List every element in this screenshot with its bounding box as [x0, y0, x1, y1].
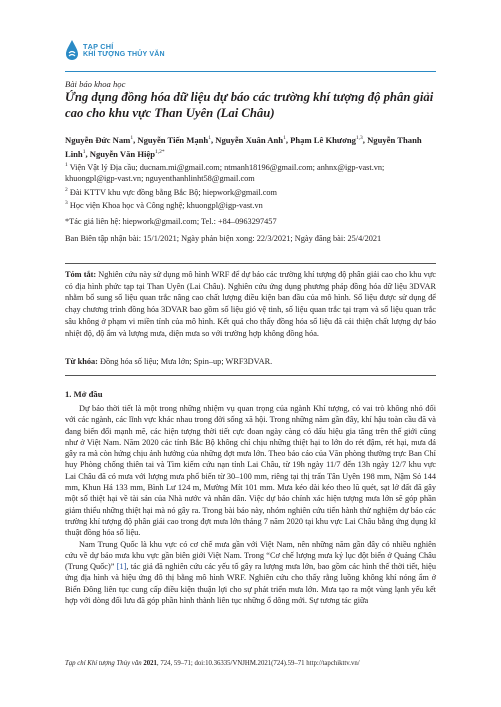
author-name: Nguyễn Văn Hiệp [89, 148, 155, 159]
author-name: Nguyễn Xuân Anh [215, 134, 284, 145]
header-rule [65, 71, 436, 72]
paragraph: Nam Trung Quốc là khu vực có cơ chế mưa gần với Việt Nam, nên những năm gần đây có nhiều nghiên cứu về dự báo mưa khu vực gần biên giới Việt Nam. Trong “Cơ chế lượng mưa kỷ lục đột biến ở Quảng Châu (Trung Quốc)” [1], tác giả đã nghiên cứu các yếu tố gây ra lượng mưa lớn, bao gồm các hình thế thời tiết, hiệu ứng địa hình và hiệu ứng đô thị bằng mô hình WRF. Nghiên cứu cho thấy rằng luồng không khí nóng ẩm ở Biển Đông liên tục cung cấp điều kiện thuận lợi cho sự phát triển mưa lớn. Mưa tạo ra một vùng lạnh yếu kết hợp với dòng đối lưu đã góp phần hình thành liên tục những ổ dông mới. Sự tương tác giữa [65, 539, 436, 606]
footer-journal: Tạp chí Khí tượng Thủy văn [65, 660, 142, 667]
abstract-top-rule [65, 263, 436, 264]
abstract [65, 269, 436, 339]
author-affiliation-mark: 1 [130, 135, 134, 141]
citation-link[interactable]: [1] [116, 562, 127, 572]
keywords-label: Từ khóa: [65, 357, 98, 366]
submission-dates: Ban Biên tập nhận bài: 15/1/2021; Ngày phản biện xong: 22/3/2021; Ngày đăng bài: 25/4/2021 [65, 234, 382, 243]
body-text [65, 403, 436, 606]
author-affiliation-mark: 1 [283, 135, 286, 141]
footer-issue: , 724, 59–71; doi:10.36335/VNJHM.2021(724).59–71 [156, 660, 305, 667]
author-name: Phạm Lê Khương [290, 134, 356, 145]
author-name: Nguyễn Đức Nam [65, 134, 131, 145]
section-heading: 1. Mở đầu [65, 389, 103, 399]
author-affiliation-mark: 1,3 [355, 135, 363, 141]
author-name: Nguyễn Thanh Linh [65, 134, 422, 159]
page-footer [65, 660, 436, 667]
affiliation-item: $^1$ Viện Vật lý Địa cầu; ducnam.mi@gmail.com; ntmanh18196@gmail.com; anhnx@igp-vast.vn; khuongpl@igp-vast.vn; nguyenthanhlinht58@gmail.com [65, 162, 385, 184]
affiliation-list [65, 160, 436, 212]
journal-logo[interactable] [65, 35, 185, 65]
article-type-label: Bài báo khoa học [65, 79, 126, 89]
author-affiliation-mark: 1 [208, 135, 211, 141]
article-title: Ứng dụng đồng hóa dữ liệu dự báo các trường khí tượng độ phân giải cao cho khu vực Than Uyên (Lai Châu) [65, 90, 434, 120]
abstract-text: Nghiên cứu này sử dụng mô hình WRF để dự báo các trường khí tượng độ phân giải cao cho khu vực có địa hình phức tạp tại Than Uyên (Lai Châu). Nghiên cứu ứng dụng phương pháp đồng hóa dữ liệu 3DVAR nhằm bổ sung số liệu quan trắc nâng cao chất lượng điều kiện ban đầu của mô hình. Số liệu được sử dụng để chạy chương trình đồng hóa 3DVAR bao gồm số liệu gió vệ tinh, số liệu quan trắc tại trạm và số liệu quan trắc sâu không ở phạm vi miền tính của mô hình. Kết quả cho thấy đồng hóa số liệu đã cải thiện chất lượng dự báo nhiệt độ, độ ẩm và lượng mưa, diện mưa so với trường hợp không đồng hóa. [65, 270, 437, 338]
affiliation-item: $^3$ Học viện Khoa học và Công nghệ; khuongpl@igp-vast.vn [65, 200, 263, 211]
author-list: Nguyễn Đức Nam$^1$, Nguyễn Tiến Mạnh$^1$, Nguyễn Xuân Anh$^1$, Phạm Lê Khương$^{1,3}$, Nguyễn Thanh Linh$^1$, Nguyễn Văn Hiệp$^{1,2*}$ [65, 134, 422, 159]
corresponding-author: *Tác giả liên hệ: hiepwork@gmail.com; Tel.: +84–0963297457 [65, 217, 277, 226]
raindrop-logo-icon [65, 39, 79, 61]
journal-name-line1: TẠP CHÍ [83, 42, 114, 51]
keywords-text: Đồng hóa số liệu; Mưa lớn; Spin–up; WRF3DVAR. [99, 357, 273, 366]
journal-name-line2: KHÍ TƯỢNG THỦY VĂN [83, 51, 165, 58]
affiliation-item: $^2$ Đài KTTV khu vực đồng bằng Bắc Bộ; hiepwork@gmail.com [65, 186, 277, 197]
keywords [65, 357, 436, 366]
paragraph: Dự báo thời tiết là một trong những nhiệm vụ quan trọng của ngành Khí tượng, có vai trò không nhỏ đối với các ngành, các lĩnh vực khác nhau trong đời sống xã hội. Trong những năm gần đây, khí hậu toàn cầu đã và đang biến đổi mạnh mẽ, các hiện tượng thời tiết cực đoan ngày càng có dấu hiệu gia tăng trên thế giới cũng như ở Việt Nam. Năm 2020 các tỉnh Bắc Bộ không chỉ chịu những thiệt hại to lớn do rét đậm, rét hại, mưa đá gây ra mà còn hứng chịu ảnh hưởng của những đợt mưa lớn. Theo báo cáo của Văn phòng thường trực Ban Chỉ huy Phòng chống thiên tai và Tìm kiếm cứu nạn tỉnh Lai Châu, từ 19h ngày 11/7 đến 13h ngày 12/7 khu vực Lai Châu đã có mưa với lượng mưa phổ biến từ 30–100 mm, riêng tại thị trấn Tân Uyên 198 mm, Nậm Sỏ 144 mm, Khun Há 133 mm, Bình Lư 124 m, Mường Mít 101 mm. Mưa kéo dài kéo theo lũ quét, sạt lở đất đã gây một số thiệt hại về tài sản của Nhà nước và nhân dân. Việc dự báo chính xác hiện tượng mưa lớn sẽ góp phần giảm thiểu những thiệt hại mà nó gây ra. Trong bài báo này, nhóm nghiên cứu tiến hành thử nghiệm dự báo các trường khí tượng độ phân giải cao trong đợt mưa lớn tháng 7 năm 2020 tại khu vực Lai Châu bằng ứng dụng kĩ thuật đồng hóa số liệu. [65, 404, 436, 538]
author-affiliation-mark: 1,2* [155, 148, 165, 155]
author-affiliation-mark: 1 [82, 148, 86, 155]
abstract-label: Tóm tắt: [65, 270, 97, 279]
abstract-bottom-rule [65, 375, 436, 376]
author-name: Nguyễn Tiến Mạnh [137, 134, 209, 145]
footer-url[interactable]: http://tapchikttv.vn/ [306, 660, 360, 667]
footer-year: 2021 [143, 660, 157, 667]
